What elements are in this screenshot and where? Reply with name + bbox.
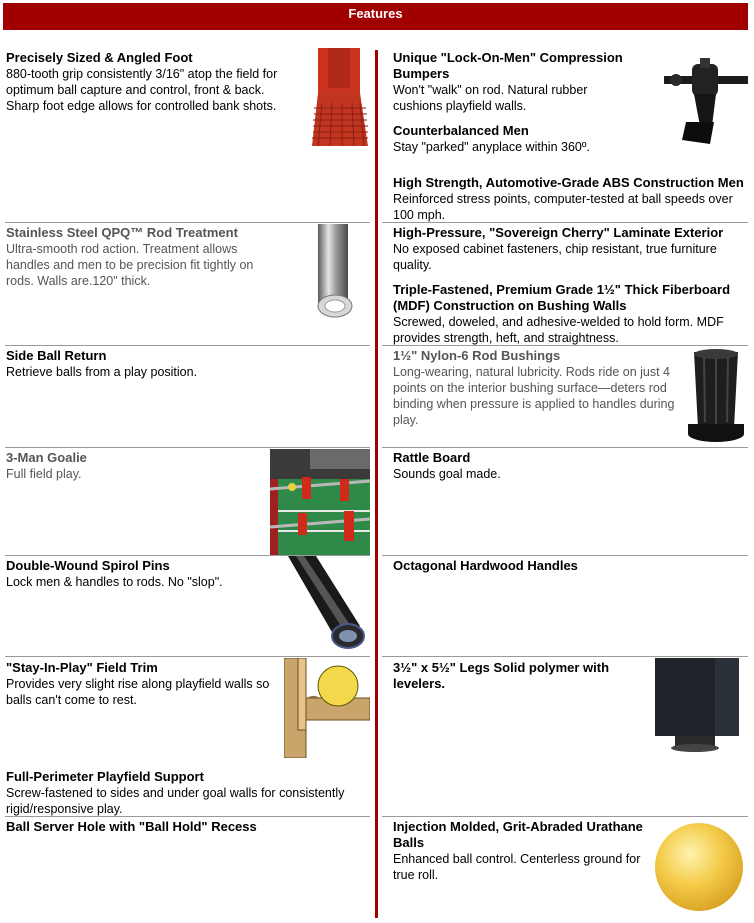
- feature-title: Stainless Steel QPQ™ Rod Treatment: [6, 225, 238, 240]
- feature-lock-on-men: [393, 50, 638, 114]
- yellow-ball-image: [654, 822, 744, 912]
- feature-spirol-pins: [6, 558, 276, 590]
- row-divider: [382, 447, 748, 448]
- feature-steel-rod: [6, 225, 276, 289]
- feature-side-ball-return: [6, 348, 366, 380]
- feature-title: High-Pressure, "Sovereign Cherry" Laminate Exterior: [393, 225, 724, 240]
- features-header: [3, 3, 748, 30]
- feature-title: 1½" Nylon-6 Rod Bushings: [393, 348, 561, 363]
- feature-description: Won't "walk" on rod. Natural rubber cushions playfield walls.: [393, 83, 588, 113]
- feature-description: Screwed, doweled, and adhesive-welded to hold form. MDF provides strength, heft, and straightness.: [393, 315, 724, 345]
- feature-title: Full-Perimeter Playfield Support: [6, 769, 204, 784]
- feature-title: 3-Man Goalie: [6, 450, 87, 465]
- goalie-table-photo-image: [270, 449, 370, 555]
- feature-title: Ball Server Hole with "Ball Hold" Recess: [6, 819, 257, 834]
- feature-field-trim: [6, 660, 276, 708]
- spirol-pin-rod-image: [278, 556, 368, 652]
- feature-title: 3½" x 5½" Legs Solid polymer with levelers.: [393, 660, 610, 691]
- row-divider: [382, 816, 748, 817]
- feature-abs-construction: [393, 175, 751, 223]
- feature-title: Octagonal Hardwood Handles: [393, 558, 578, 573]
- field-trim-diagram-image: [284, 658, 370, 758]
- feature-description: 880-tooth grip consistently 3/16" atop the field for optimum ball capture and control, front & back. Sharp foot edge allows for controlled bank shots.: [6, 67, 278, 113]
- row-divider: [382, 555, 748, 556]
- row-divider: [5, 447, 370, 448]
- feature-mdf-construction: [393, 282, 749, 346]
- feature-description: No exposed cabinet fasteners, chip resistant, true furniture quality.: [393, 242, 717, 272]
- feature-title: Unique "Lock-On-Men" Compression Bumpers: [393, 50, 623, 81]
- feature-title: Precisely Sized & Angled Foot: [6, 50, 193, 65]
- row-divider: [382, 656, 748, 657]
- feature-title: Side Ball Return: [6, 348, 107, 363]
- feature-title: Injection Molded, Grit-Abraded Urathane Balls: [393, 819, 643, 850]
- feature-octagonal-handles: [393, 558, 733, 574]
- feature-description: Enhanced ball control. Centerless ground for true roll.: [393, 852, 641, 882]
- feature-goalie: [6, 450, 266, 482]
- steel-rod-image: [310, 224, 360, 320]
- feature-rattle-board: [393, 450, 733, 482]
- feature-legs: [393, 660, 633, 692]
- feature-description: Sounds goal made.: [393, 467, 501, 481]
- feature-title: Triple-Fastened, Premium Grade 1½" Thick Fiberboard (MDF) Construction on Bushing Walls: [393, 282, 731, 313]
- feature-ball-server: [6, 819, 368, 835]
- feature-description: Provides very slight rise along playfield walls so balls can't come to rest.: [6, 677, 270, 707]
- feature-title: Rattle Board: [393, 450, 471, 465]
- feature-description: Long-wearing, natural lubricity. Rods ride on just 4 points on the interior bushing surface—deters rod binding when pressure is applied to handles during play.: [393, 365, 675, 427]
- feature-description: Lock men & handles to rods. No "slop".: [6, 575, 223, 589]
- row-divider: [5, 656, 370, 657]
- feature-playfield-support: [6, 769, 368, 817]
- feature-description: Stay "parked" anyplace within 360º.: [393, 140, 590, 154]
- features-title: Features: [348, 6, 403, 21]
- feature-title: Double-Wound Spirol Pins: [6, 558, 170, 573]
- feature-description: Screw-fastened to sides and under goal walls for consistently rigid/responsive play.: [6, 786, 345, 816]
- feature-description: Ultra-smooth rod action. Treatment allows handles and men to be precision fit tightly on rods. Walls are.120" thick.: [6, 242, 254, 288]
- feature-description: Full field play.: [6, 467, 82, 481]
- feature-counterbalanced: [393, 123, 733, 155]
- column-divider: [375, 50, 378, 918]
- feature-title: "Stay-In-Play" Field Trim: [6, 660, 158, 675]
- feature-foot: [6, 50, 296, 114]
- row-divider: [5, 345, 370, 346]
- feature-title: High Strength, Automotive-Grade ABS Construction Men: [393, 175, 744, 190]
- red-foosman-foot-image: [310, 48, 370, 148]
- row-divider: [5, 222, 370, 223]
- nylon-bushing-image: [686, 348, 746, 444]
- feature-title: Counterbalanced Men: [393, 123, 529, 138]
- feature-laminate-exterior: [393, 225, 749, 273]
- feature-description: Reinforced stress points, computer-tested at ball speeds over 100 mph.: [393, 192, 733, 222]
- feature-nylon-bushings: [393, 348, 688, 428]
- feature-description: Retrieve balls from a play position.: [6, 365, 198, 379]
- polymer-leg-image: [655, 658, 739, 752]
- feature-urathane-balls: [393, 819, 643, 883]
